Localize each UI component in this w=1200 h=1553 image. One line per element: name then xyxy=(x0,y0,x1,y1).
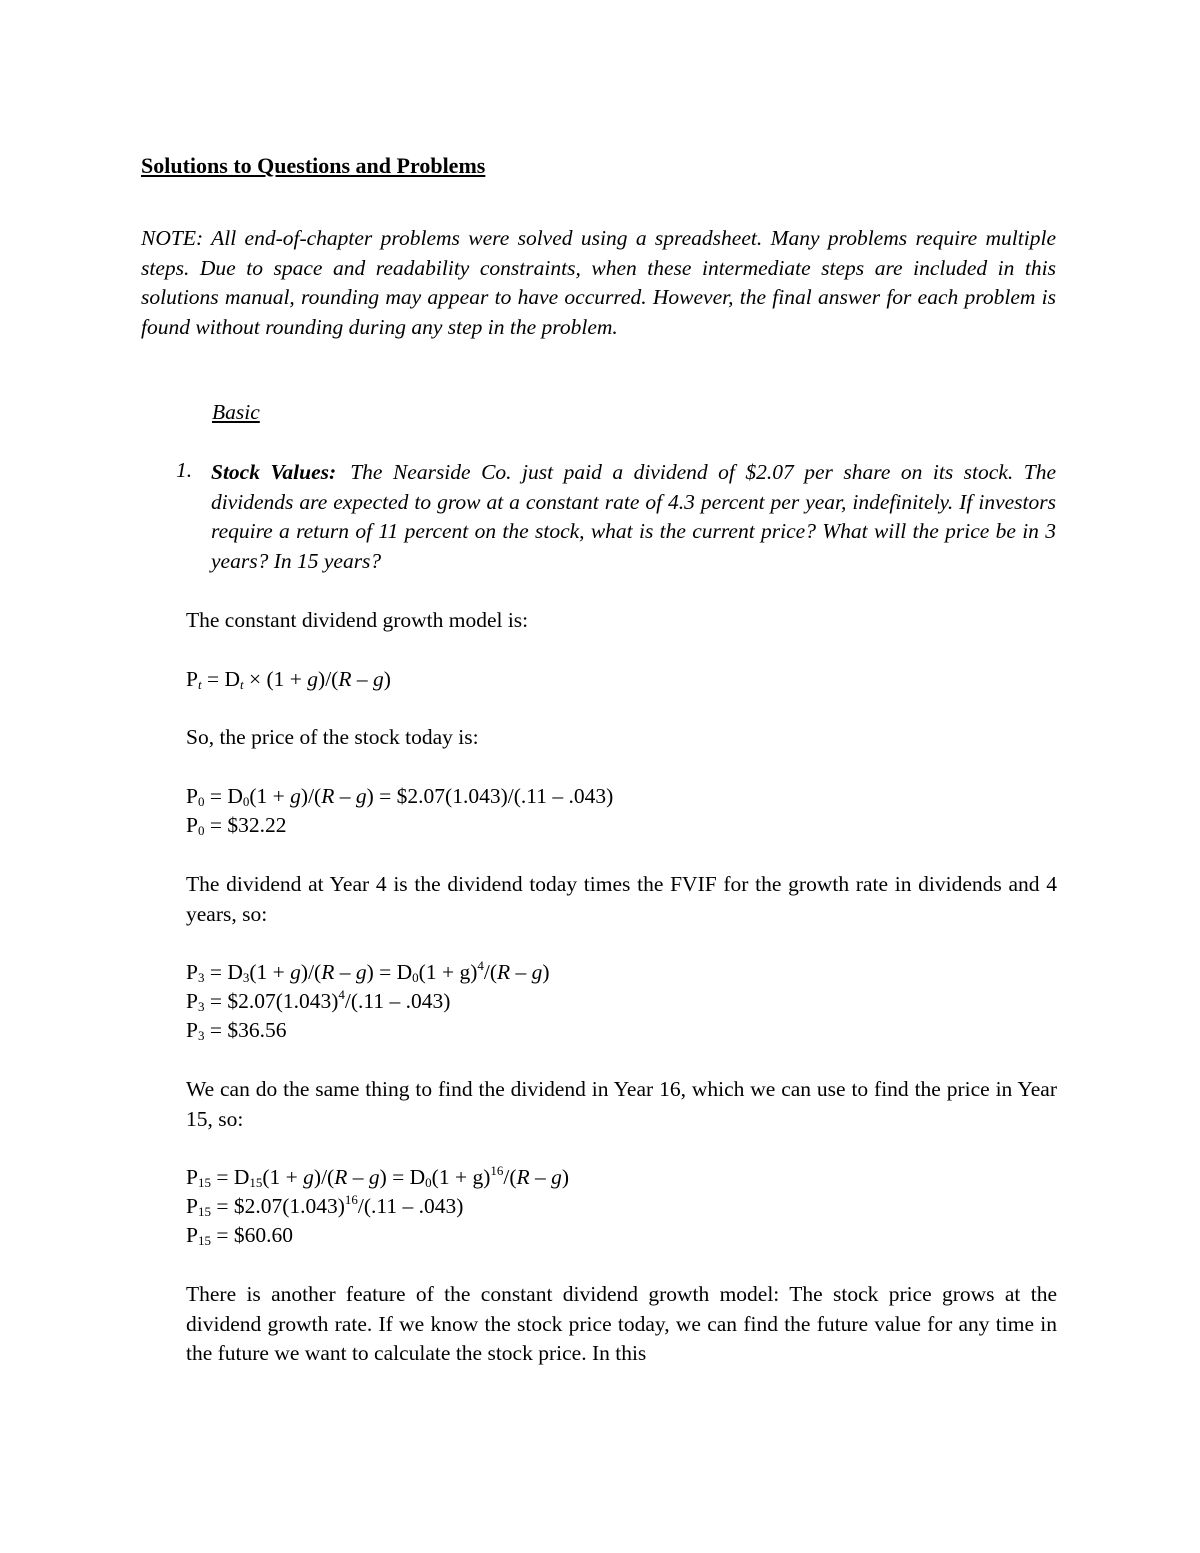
formula-p15-values: $P_{15}$ = $\$2.07(1.043)^{16}/(.11 - .043)$ xyxy=(186,1192,464,1219)
price-year-3: $36.56 xyxy=(227,1018,287,1042)
result-p15: $P_{15}$ = $60.60 xyxy=(186,1223,293,1248)
section-label: Basic xyxy=(212,400,260,424)
price-today: $32.22 xyxy=(227,813,287,837)
result-p3: $P_3$ = $36.56 xyxy=(186,1018,287,1043)
solution-paragraph-2: So, the price of the stock today is: xyxy=(186,725,479,749)
denominator: (.11 – .043) xyxy=(513,784,614,808)
problem-statement xyxy=(211,458,1056,576)
solution-paragraph-3: The dividend at Year 4 is the dividend today times the FVIF for the growth rate in dividends and 4 years, so: xyxy=(186,872,1057,926)
solution-paragraph-5: There is another feature of the constant dividend growth model: The stock price grows at the dividend growth rate. If we know the stock price today, we can find the future value for any time in the future we want to calculate the stock price. In this xyxy=(186,1282,1057,1365)
note-paragraph: NOTE: All end-of-chapter problems were solved using a spreadsheet. Many problems require multiple steps. Due to space and readability constraints, when these intermediate steps are included in this solutions manual, rounding may appear to have occurred. However, the final answer for each problem is found without rounding during any step in the problem. xyxy=(141,226,1056,339)
formula-general: $P_t = D_t \times (1 + g)/(R - g)$ xyxy=(186,667,391,692)
growth-factor: 1.043 xyxy=(452,784,501,808)
formula-p15: $P_{15} = D_{15}(1 + g)/(R - g) = D_0(1 + g)^{16}/(R - g)$ xyxy=(186,1163,570,1190)
problem-number: 1. xyxy=(176,458,193,482)
dividend-value: $2.07 xyxy=(396,784,446,808)
page-heading: Solutions to Questions and Problems xyxy=(141,153,486,178)
result-p0: $P_0$ = $32.22 xyxy=(186,813,287,838)
problem-title: Stock Values: xyxy=(211,460,337,484)
problem-text: The Nearside Co. just paid a dividend of $2.07 per share on its stock. The dividends are expected to grow at a constant rate of 4.3 percent per year, indefinitely. If investors require a return of 11 percent on the stock, what is the current price? What will the price be in 3 years? In 15 years? xyxy=(211,460,1056,573)
solution-paragraph-4: We can do the same thing to find the dividend in Year 16, which we can use to find the price in Year 15, so: xyxy=(186,1077,1057,1131)
formula-p3: $P_3 = D_3(1 + g)/(R - g) = D_0(1 + g)^4/(R - g)$ xyxy=(186,958,550,985)
price-year-15: $60.60 xyxy=(233,1223,293,1247)
solution-paragraph-1: The constant dividend growth model is: xyxy=(186,608,529,632)
formula-p0: $P_0 = D_0(1 + g)/(R - g)$ = $2.07(1.043)/(.11 – .043) xyxy=(186,784,614,809)
formula-p3-values: $P_3$ = $\$2.07(1.043)^4/(.11 - .043)$ xyxy=(186,987,451,1014)
